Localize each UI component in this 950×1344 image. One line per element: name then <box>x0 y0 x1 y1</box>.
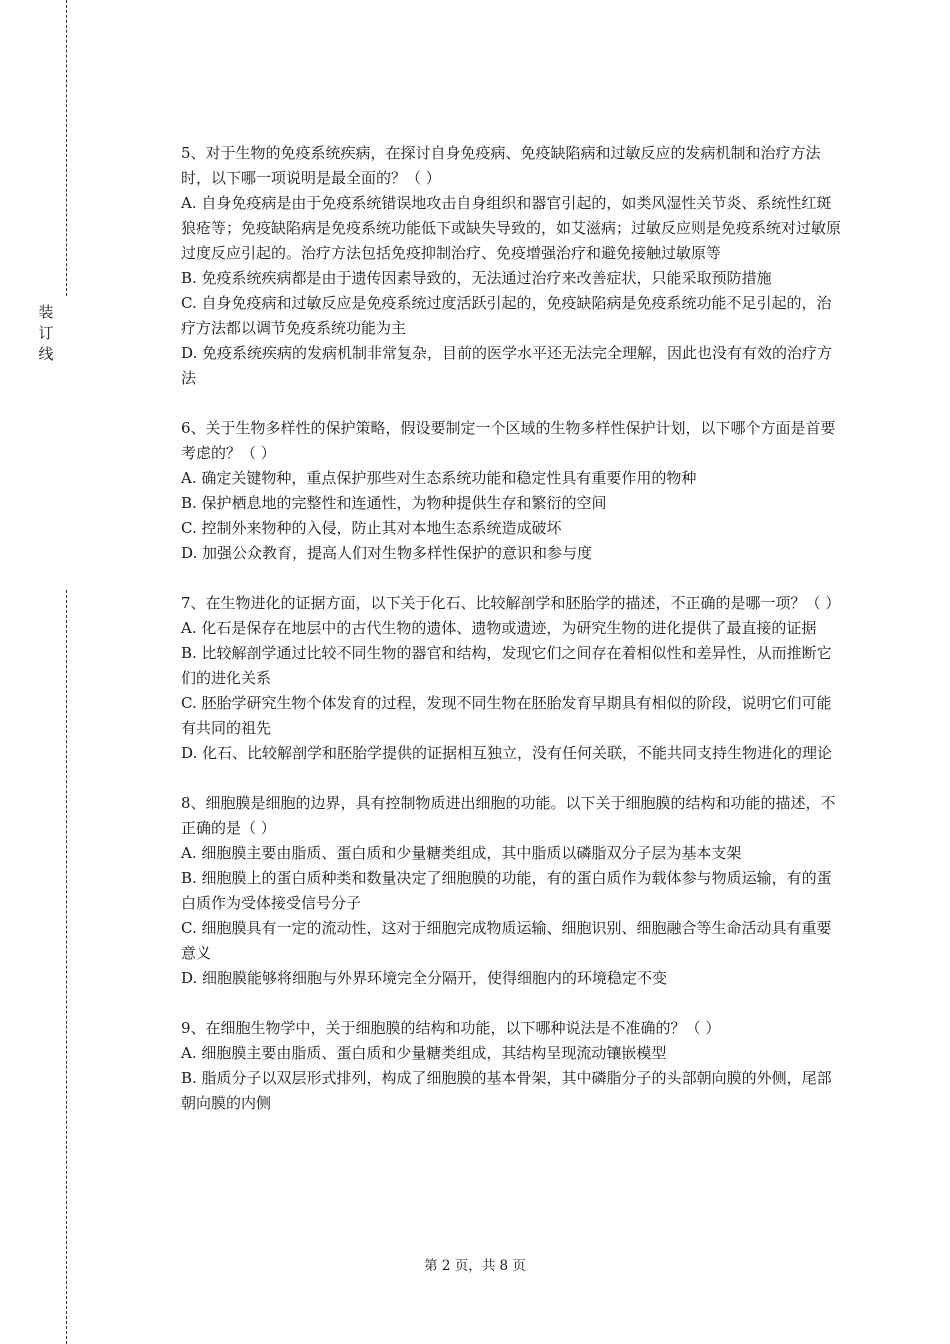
question-stem: 7、在生物进化的证据方面，以下关于化石、比较解剖学和胚胎学的描述，不正确的是哪一项？（ ） <box>181 594 841 612</box>
question-9 <box>181 1016 841 1116</box>
binding-char: 订 <box>38 324 54 342</box>
option-b: B. 脂质分子以双层形式排列，构成了细胞膜的基本骨架，其中磷脂分子的头部朝向膜的外侧，尾部朝向膜的内侧 <box>181 1069 832 1112</box>
option-c: C. 自身免疫病和过敏反应是免疫系统过度活跃引起的，免疫缺陷病是免疫系统功能不足引起的，治疗方法都以调节免疫系统功能为主 <box>181 294 832 337</box>
option-a: A. 化石是保存在地层中的古代生物的遗体、遗物或遗迹，为研究生物的进化提供了最直接的证据 <box>181 619 817 637</box>
option-b: B. 免疫系统疾病都是由于遗传因素导致的，无法通过治疗来改善症状，只能采取预防措施 <box>181 269 772 287</box>
option-c: C. 控制外来物种的入侵，防止其对本地生态系统造成破坏 <box>181 519 562 537</box>
question-7 <box>181 591 841 766</box>
page-number-footer: 第 2 页，共 8 页 <box>424 1258 526 1274</box>
option-d: D. 化石、比较解剖学和胚胎学提供的证据相互独立，没有任何关联，不能共同支持生物进化的理论 <box>181 744 833 762</box>
exam-content <box>181 141 841 1141</box>
question-stem: 8、细胞膜是细胞的边界，具有控制物质进出细胞的功能。以下关于细胞膜的结构和功能的描述，不正确的是（ ） <box>181 794 836 837</box>
binding-char: 装 <box>38 303 54 321</box>
option-b: B. 比较解剖学通过比较不同生物的器官和结构，发现它们之间存在着相似性和差异性，从而推断它们的进化关系 <box>181 644 832 687</box>
question-8 <box>181 791 841 991</box>
binding-char: 线 <box>38 345 54 363</box>
question-5 <box>181 141 841 391</box>
binding-label <box>36 302 56 365</box>
question-6 <box>181 416 841 566</box>
option-a: A. 细胞膜主要由脂质、蛋白质和少量糖类组成，其结构呈现流动镶嵌模型 <box>181 1044 667 1062</box>
question-stem: 6、关于生物多样性的保护策略，假设要制定一个区域的生物多样性保护计划，以下哪个方面是首要考虑的？（ ） <box>181 419 836 462</box>
binding-dashed-line-top <box>66 0 67 296</box>
option-d: D. 细胞膜能够将细胞与外界环境完全分隔开，使得细胞内的环境稳定不变 <box>181 969 668 987</box>
question-stem: 9、在细胞生物学中，关于细胞膜的结构和功能，以下哪种说法是不准确的？（ ） <box>181 1019 721 1037</box>
option-d: D. 免疫系统疾病的发病机制非常复杂，目前的医学水平还无法完全理解，因此也没有有效的治疗方法 <box>181 344 833 387</box>
question-stem: 5、对于生物的免疫系统疾病，在探讨自身免疫病、免疫缺陷病和过敏反应的发病机制和治疗方法时，以下哪一项说明是最全面的？（ ） <box>181 144 821 187</box>
option-c: C. 胚胎学研究生物个体发育的过程，发现不同生物在胚胎发育早期具有相似的阶段，说明它们可能有共同的祖先 <box>181 694 832 737</box>
option-c: C. 细胞膜具有一定的流动性，这对于细胞完成物质运输、细胞识别、细胞融合等生命活动具有重要意义 <box>181 919 832 962</box>
binding-dashed-line-bottom <box>66 590 67 1344</box>
option-d: D. 加强公众教育，提高人们对生物多样性保护的意识和参与度 <box>181 544 593 562</box>
option-a: A. 细胞膜主要由脂质、蛋白质和少量糖类组成，其中脂质以磷脂双分子层为基本支架 <box>181 844 742 862</box>
option-b: B. 细胞膜上的蛋白质种类和数量决定了细胞膜的功能，有的蛋白质作为载体参与物质运输，有的蛋白质作为受体接受信号分子 <box>181 869 832 912</box>
option-a: A. 确定关键物种，重点保护那些对生态系统功能和稳定性具有重要作用的物种 <box>181 469 697 487</box>
option-a: A. 自身免疫病是由于免疫系统错误地攻击自身组织和器官引起的，如类风湿性关节炎、系统性红斑狼疮等；免疫缺陷病是免疫系统功能低下或缺失导致的，如艾滋病；过敏反应则是免疫系统对过敏原过度反应引起的。治疗方法包括免疫抑制治疗、免疫增强治疗和避免接触过敏原等 <box>181 194 842 262</box>
option-b: B. 保护栖息地的完整性和连通性，为物种提供生存和繁衍的空间 <box>181 494 607 512</box>
